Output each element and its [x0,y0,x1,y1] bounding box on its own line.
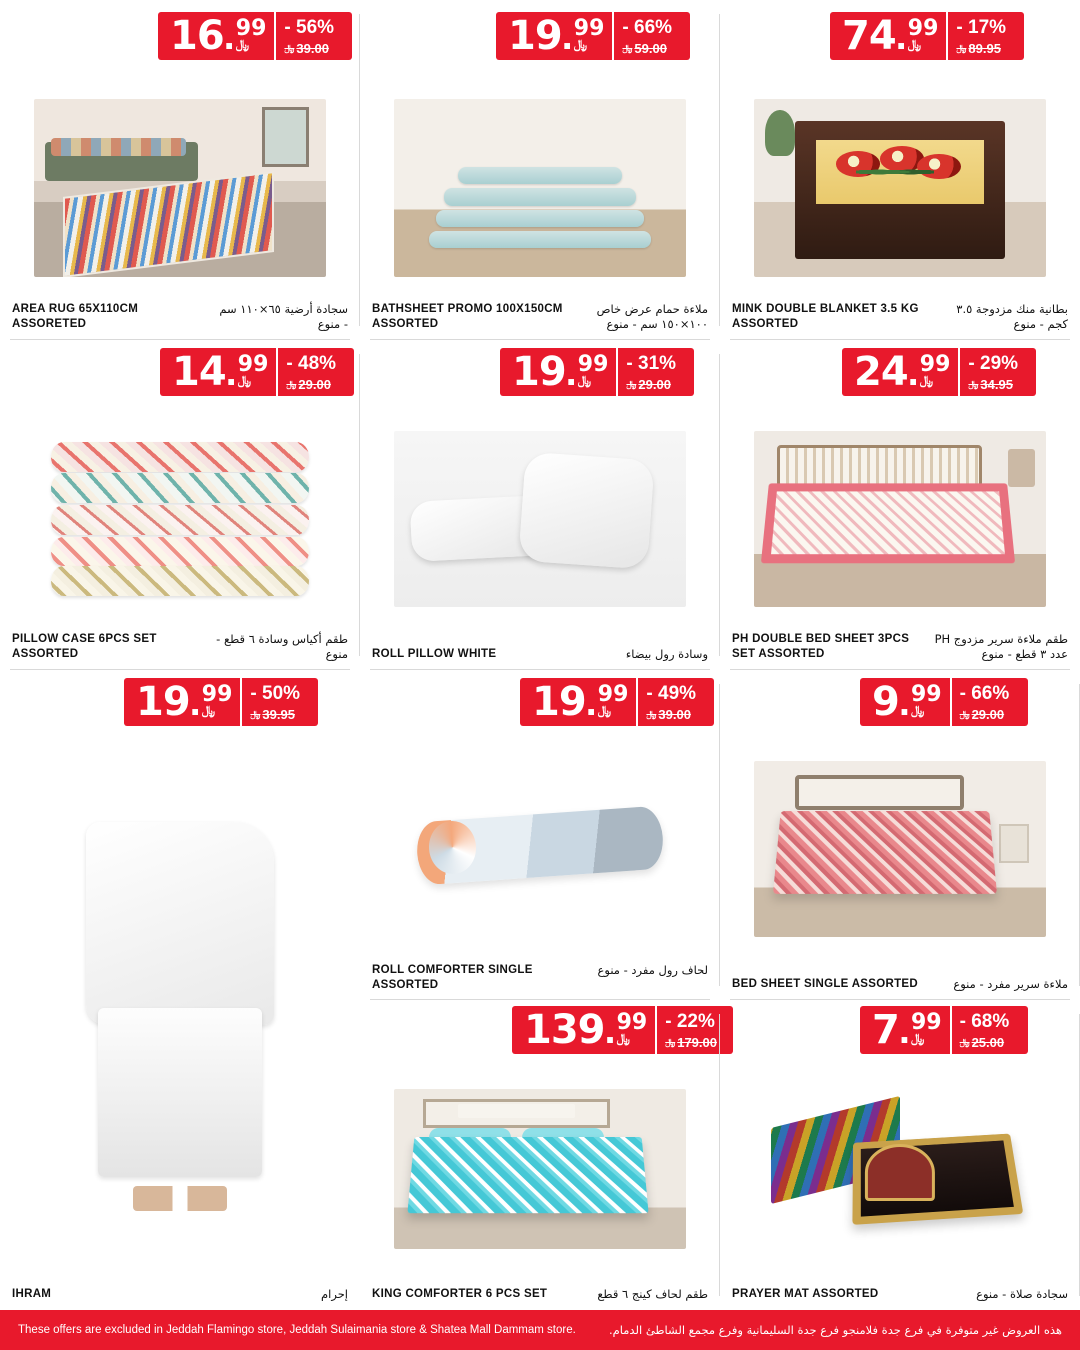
product-image-king-comforter [370,1072,710,1266]
old-price-currency: ﷼ [286,378,297,389]
product-name-ar: سجادة أرضية ٦٥×١١٠ سم - منوع [219,302,348,332]
price-fraction: 99 [237,352,269,377]
currency-symbol: ﷼ [907,37,922,51]
product-image-bed-sheet-single [730,742,1070,956]
price-integer: 9 [872,679,899,725]
old-price: 29.00 [298,376,331,392]
price-integer: 24 [854,349,908,395]
currency-symbol: ﷼ [235,37,250,51]
price-badge: 19 . 99 ﷼ - 66% ﷼ 59.00 [496,12,690,60]
product-card-ph-double-bed-sheet[interactable] [720,340,1080,670]
price-fraction: 99 [235,16,267,41]
currency-symbol: ﷼ [597,703,612,717]
product-name-ar: طقم أكياس وسادة ٦ قطع - منوع [216,632,348,662]
product-image-mink-blanket [730,80,1070,296]
product-image-ihram [10,750,350,1266]
discount-percent: - 50% [250,682,301,704]
product-name-en: MINK DOUBLE BLANKET 3.5 KG ASSORTED [732,303,919,330]
price-integer: 19 [136,679,190,725]
currency-symbol: ﷼ [577,373,592,387]
product-caption [12,302,348,332]
footer-text-en: These offers are excluded in Jeddah Flamingo store, Jeddah Sulaimania store & Shatea Mall Dammam store. [18,1324,576,1336]
product-image-prayer-mat [730,1072,1070,1266]
old-price-currency: ﷼ [956,42,967,53]
product-caption [372,647,708,662]
product-card-bathsheet-promo[interactable] [360,0,720,340]
old-price-currency: ﷼ [959,708,970,719]
product-card-prayer-mat[interactable] [720,1000,1080,1310]
price-fraction: 99 [907,16,939,41]
product-name-en: ROLL PILLOW WHITE [372,648,497,661]
price-badge: 139 . 99 ﷼ - 22% ﷼ 179.00 [512,1006,733,1054]
currency-symbol: ﷼ [910,1031,925,1045]
discount-percent: - 66% [959,682,1010,704]
price-fraction: 99 [573,16,605,41]
price-badge: 9 . 99 ﷼ - 66% ﷼ 29.00 [860,678,1028,726]
old-price-currency: ﷼ [968,378,979,389]
product-name-en: PH DOUBLE BED SHEET 3PCS SET ASSORTED [732,633,910,660]
discount-percent: - 49% [646,682,697,704]
price-integer: 14 [172,349,226,395]
product-caption [732,1287,1068,1302]
product-image-bathsheet [370,80,710,296]
product-name-en: BED SHEET SINGLE ASSORTED [732,978,918,991]
product-name-en: KING COMFORTER 6 PCS SET [372,1288,548,1301]
old-price: 29.00 [638,376,671,392]
product-name-en: PILLOW CASE 6PCS SET ASSORTED [12,633,157,660]
product-name-ar: ملاءة سرير مفرد - منوع [953,977,1068,992]
old-price: 39.95 [262,706,295,722]
product-image-roll-pillow [370,412,710,626]
old-price-currency: ﷼ [665,1036,676,1047]
price-integer: 19 [512,349,566,395]
product-caption [732,302,1068,332]
product-card-area-rug[interactable] [0,0,360,340]
price-integer: 16 [170,13,224,59]
discount-percent: - 56% [284,16,335,38]
product-caption [372,1287,708,1302]
product-name-en: PRAYER MAT ASSORTED [732,1288,879,1301]
old-price-currency: ﷼ [646,708,657,719]
price-badge: 7 . 99 ﷼ - 68% ﷼ 25.00 [860,1006,1028,1054]
product-caption [732,632,1068,662]
price-integer: 74 [842,13,896,59]
old-price: 29.00 [971,706,1005,722]
discount-percent: - 17% [956,16,1007,38]
currency-symbol: ﷼ [919,373,934,387]
product-card-roll-comforter-single[interactable] [360,670,720,1000]
old-price: 59.00 [634,40,667,56]
product-card-ihram[interactable] [0,670,360,1310]
old-price: 179.00 [677,1034,717,1050]
product-image-ph-bed-sheet [730,412,1070,626]
product-name-ar: إحرام [321,1287,348,1302]
price-integer: 7 [872,1007,899,1053]
price-fraction: 99 [910,682,942,707]
product-card-king-comforter-6pcs[interactable] [360,1000,720,1310]
price-badge: 19 . 99 ﷼ - 49% ﷼ 39.00 [520,678,714,726]
product-name-en: ROLL COMFORTER SINGLE ASSORTED [372,964,533,991]
price-fraction: 99 [910,1010,942,1035]
product-card-roll-pillow-white[interactable] [360,340,720,670]
product-card-pillow-case-6pcs[interactable] [0,340,360,670]
product-name-ar: طقم لحاف كينج ٦ قطع [597,1287,708,1302]
discount-percent: - 48% [286,352,337,374]
old-price: 39.00 [296,40,329,56]
old-price-currency: ﷼ [626,378,637,389]
footer-text-ar: هذه العروض غير متوفرة في فرع جدة فلامنجو فرع جدة السليمانية وفرع مجمع الشاطئ الدمام. [608,1323,1062,1337]
price-fraction: 99 [201,682,233,707]
discount-percent: - 31% [626,352,677,374]
old-price: 39.00 [658,706,691,722]
discount-percent: - 22% [665,1010,715,1032]
product-name-ar: ملاءة حمام عرض خاص ١٠٠×١٥٠ سم - منوع [596,302,708,332]
old-price: 89.95 [968,40,1001,56]
product-name-en: AREA RUG 65X110CM ASSORETED [12,303,139,330]
price-integer: 19 [508,13,562,59]
price-badge: 16 . 99 ﷼ - 56% ﷼ 39.00 [158,12,352,60]
product-caption [372,963,708,992]
price-fraction: 99 [597,682,629,707]
price-integer: 139 [524,1007,605,1053]
currency-symbol: ﷼ [616,1031,630,1045]
product-image-pillow-cases [10,412,350,626]
currency-symbol: ﷼ [910,703,925,717]
old-price-currency: ﷼ [250,708,261,719]
product-name-en: BATHSHEET PROMO 100X150CM ASSORTED [372,303,563,330]
price-fraction: 99 [919,352,951,377]
product-caption [732,977,1068,992]
product-card-bed-sheet-single[interactable] [720,670,1080,1000]
old-price: 34.95 [980,376,1013,392]
currency-symbol: ﷼ [201,703,216,717]
price-integer: 19 [532,679,586,725]
product-image-area-rug [10,80,350,296]
product-name-ar: لحاف رول مفرد - منوع [597,963,708,978]
currency-symbol: ﷼ [237,373,252,387]
old-price-currency: ﷼ [284,42,295,53]
product-caption [12,632,348,662]
price-fraction: 99 [616,1010,648,1035]
price-badge: 74 . 99 ﷼ - 17% ﷼ 89.95 [830,12,1024,60]
currency-symbol: ﷼ [573,37,588,51]
discount-percent: - 68% [959,1010,1010,1032]
product-name-en: IHRAM [12,1288,52,1301]
price-fraction: 99 [577,352,609,377]
product-name-ar: طقم ملاءة سرير مزدوج PH عدد ٣ قطع - منوع [934,632,1068,662]
product-caption [372,302,708,332]
price-badge: 19 . 99 ﷼ - 50% ﷼ 39.95 [124,678,318,726]
product-image-roll-comforter [370,742,710,956]
product-caption [12,1287,348,1302]
price-badge: 14 . 99 ﷼ - 48% ﷼ 29.00 [160,348,354,396]
old-price: 25.00 [971,1034,1005,1050]
price-badge: 24 . 99 ﷼ - 29% ﷼ 34.95 [842,348,1036,396]
product-card-mink-double-blanket[interactable] [720,0,1080,340]
footer-disclaimer [0,1310,1080,1350]
old-price-currency: ﷼ [622,42,633,53]
product-name-ar: وسادة رول بيضاء [625,647,708,662]
product-name-ar: سجادة صلاة - منوع [976,1287,1068,1302]
price-badge: 19 . 99 ﷼ - 31% ﷼ 29.00 [500,348,694,396]
discount-percent: - 29% [968,352,1019,374]
old-price-currency: ﷼ [959,1036,970,1047]
discount-percent: - 66% [622,16,673,38]
product-name-ar: بطانية منك مزدوجة ٣.٥ كجم - منوع [956,302,1068,332]
